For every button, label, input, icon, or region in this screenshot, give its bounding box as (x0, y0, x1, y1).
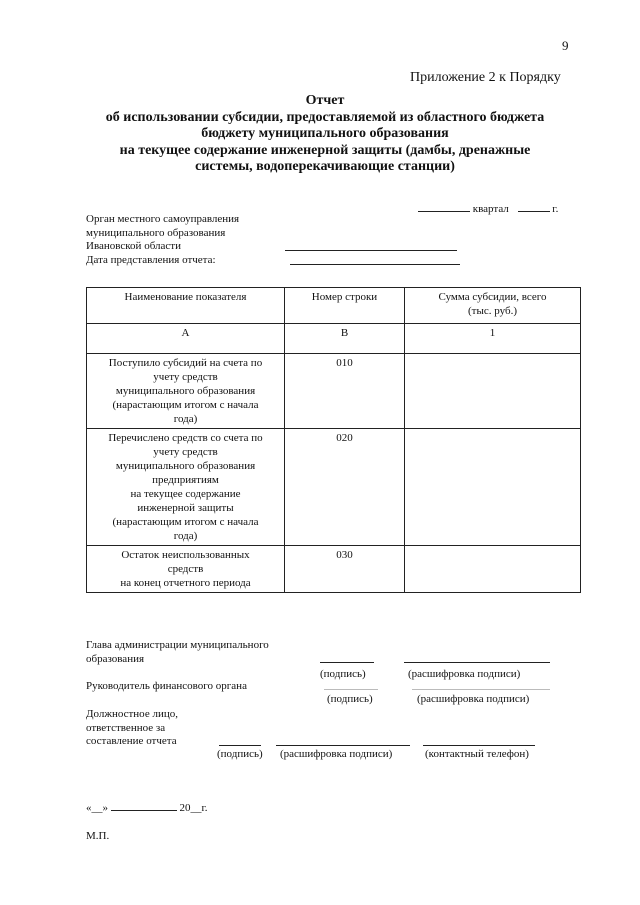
responsible-person-label: Должностное лицо, ответственное за составление отчета (86, 708, 178, 747)
quarter-label: квартал (472, 203, 509, 215)
table-row (87, 546, 581, 593)
code-cell: В (285, 324, 405, 354)
signature-caption: (подпись) (217, 748, 263, 760)
signature-caption: (подпись) (320, 668, 366, 680)
year-blank[interactable] (518, 202, 550, 212)
date-day: «__» (86, 802, 108, 814)
amount-cell[interactable] (405, 546, 581, 593)
title-line: бюджету муниципального образования (201, 126, 449, 141)
amount-cell[interactable] (405, 429, 581, 546)
responsible-signature-field[interactable] (219, 745, 261, 746)
org-line: муниципального образования (86, 226, 226, 239)
report-date-footer (86, 801, 208, 814)
decoding-caption: (расшифровка подписи) (280, 748, 393, 760)
organization-field[interactable] (285, 250, 457, 251)
year-suffix: г. (552, 203, 559, 215)
code-cell: 1 (405, 324, 581, 354)
report-date-field[interactable] (290, 264, 460, 265)
reporting-period (418, 202, 558, 215)
appendix-label: Приложение 2 к Порядку (410, 70, 561, 85)
page-number: 9 (562, 38, 569, 53)
table-row (87, 429, 581, 546)
head-signature-field[interactable] (320, 662, 374, 663)
decoding-caption: (расшифровка подписи) (408, 668, 521, 680)
date-month-blank[interactable] (111, 801, 177, 811)
date-year: 20__г. (179, 802, 208, 814)
responsible-decoding-field[interactable] (276, 745, 410, 746)
code-cell: А (87, 324, 285, 354)
line-number: 010 (285, 354, 405, 429)
amount-cell[interactable] (405, 354, 581, 429)
table-row (87, 354, 581, 429)
indicator-name: Перечислено средств со счета по учету средств муниципального образования предприятиям на текущее содержание инженерной защиты (нарастающим итогом с начала года) (87, 429, 285, 546)
finance-head-label: Руководитель финансового органа (86, 680, 247, 692)
organization-block (86, 213, 239, 267)
finance-decoding-field[interactable] (412, 689, 550, 690)
responsible-phone-field[interactable] (423, 745, 535, 746)
title-line: системы, водоперекачивающие станции) (195, 159, 455, 174)
signature-caption: (подпись) (327, 693, 373, 705)
org-line: Ивановской области (86, 240, 181, 252)
header-subsidy-sum: Сумма субсидии, всего (тыс. руб.) (405, 288, 581, 324)
decoding-caption: (расшифровка подписи) (417, 693, 530, 705)
subsidy-table (86, 287, 581, 593)
header-indicator: Наименование показателя (87, 288, 285, 324)
report-title (60, 93, 590, 176)
head-decoding-field[interactable] (404, 662, 550, 663)
head-of-administration-label: Глава администрации муниципального образования (86, 639, 269, 665)
stamp-place: М.П. (86, 830, 110, 842)
title-line: об использовании субсидии, предоставляемой из областного бюджета (105, 109, 545, 125)
finance-signature-field[interactable] (324, 689, 378, 690)
line-number: 020 (285, 429, 405, 546)
header-line-number: Номер строки (285, 288, 405, 324)
indicator-name: Поступило субсидий на счета по учету средств муниципального образования (нарастающим итогом с начала года) (87, 354, 285, 429)
quarter-blank[interactable] (418, 202, 470, 212)
report-date-label: Дата представления отчета: (86, 253, 216, 266)
phone-caption: (контактный телефон) (425, 748, 529, 760)
title-line: на текущее содержание инженерной защиты (дамбы, дренажные (119, 142, 531, 158)
table-code-row (87, 324, 581, 354)
line-number: 030 (285, 546, 405, 593)
title-line: Отчет (305, 93, 345, 108)
org-line: Орган местного самоуправления (86, 213, 240, 225)
indicator-name: Остаток неиспользованных средств на конец отчетного периода (87, 546, 285, 593)
table-header-row (87, 288, 581, 324)
